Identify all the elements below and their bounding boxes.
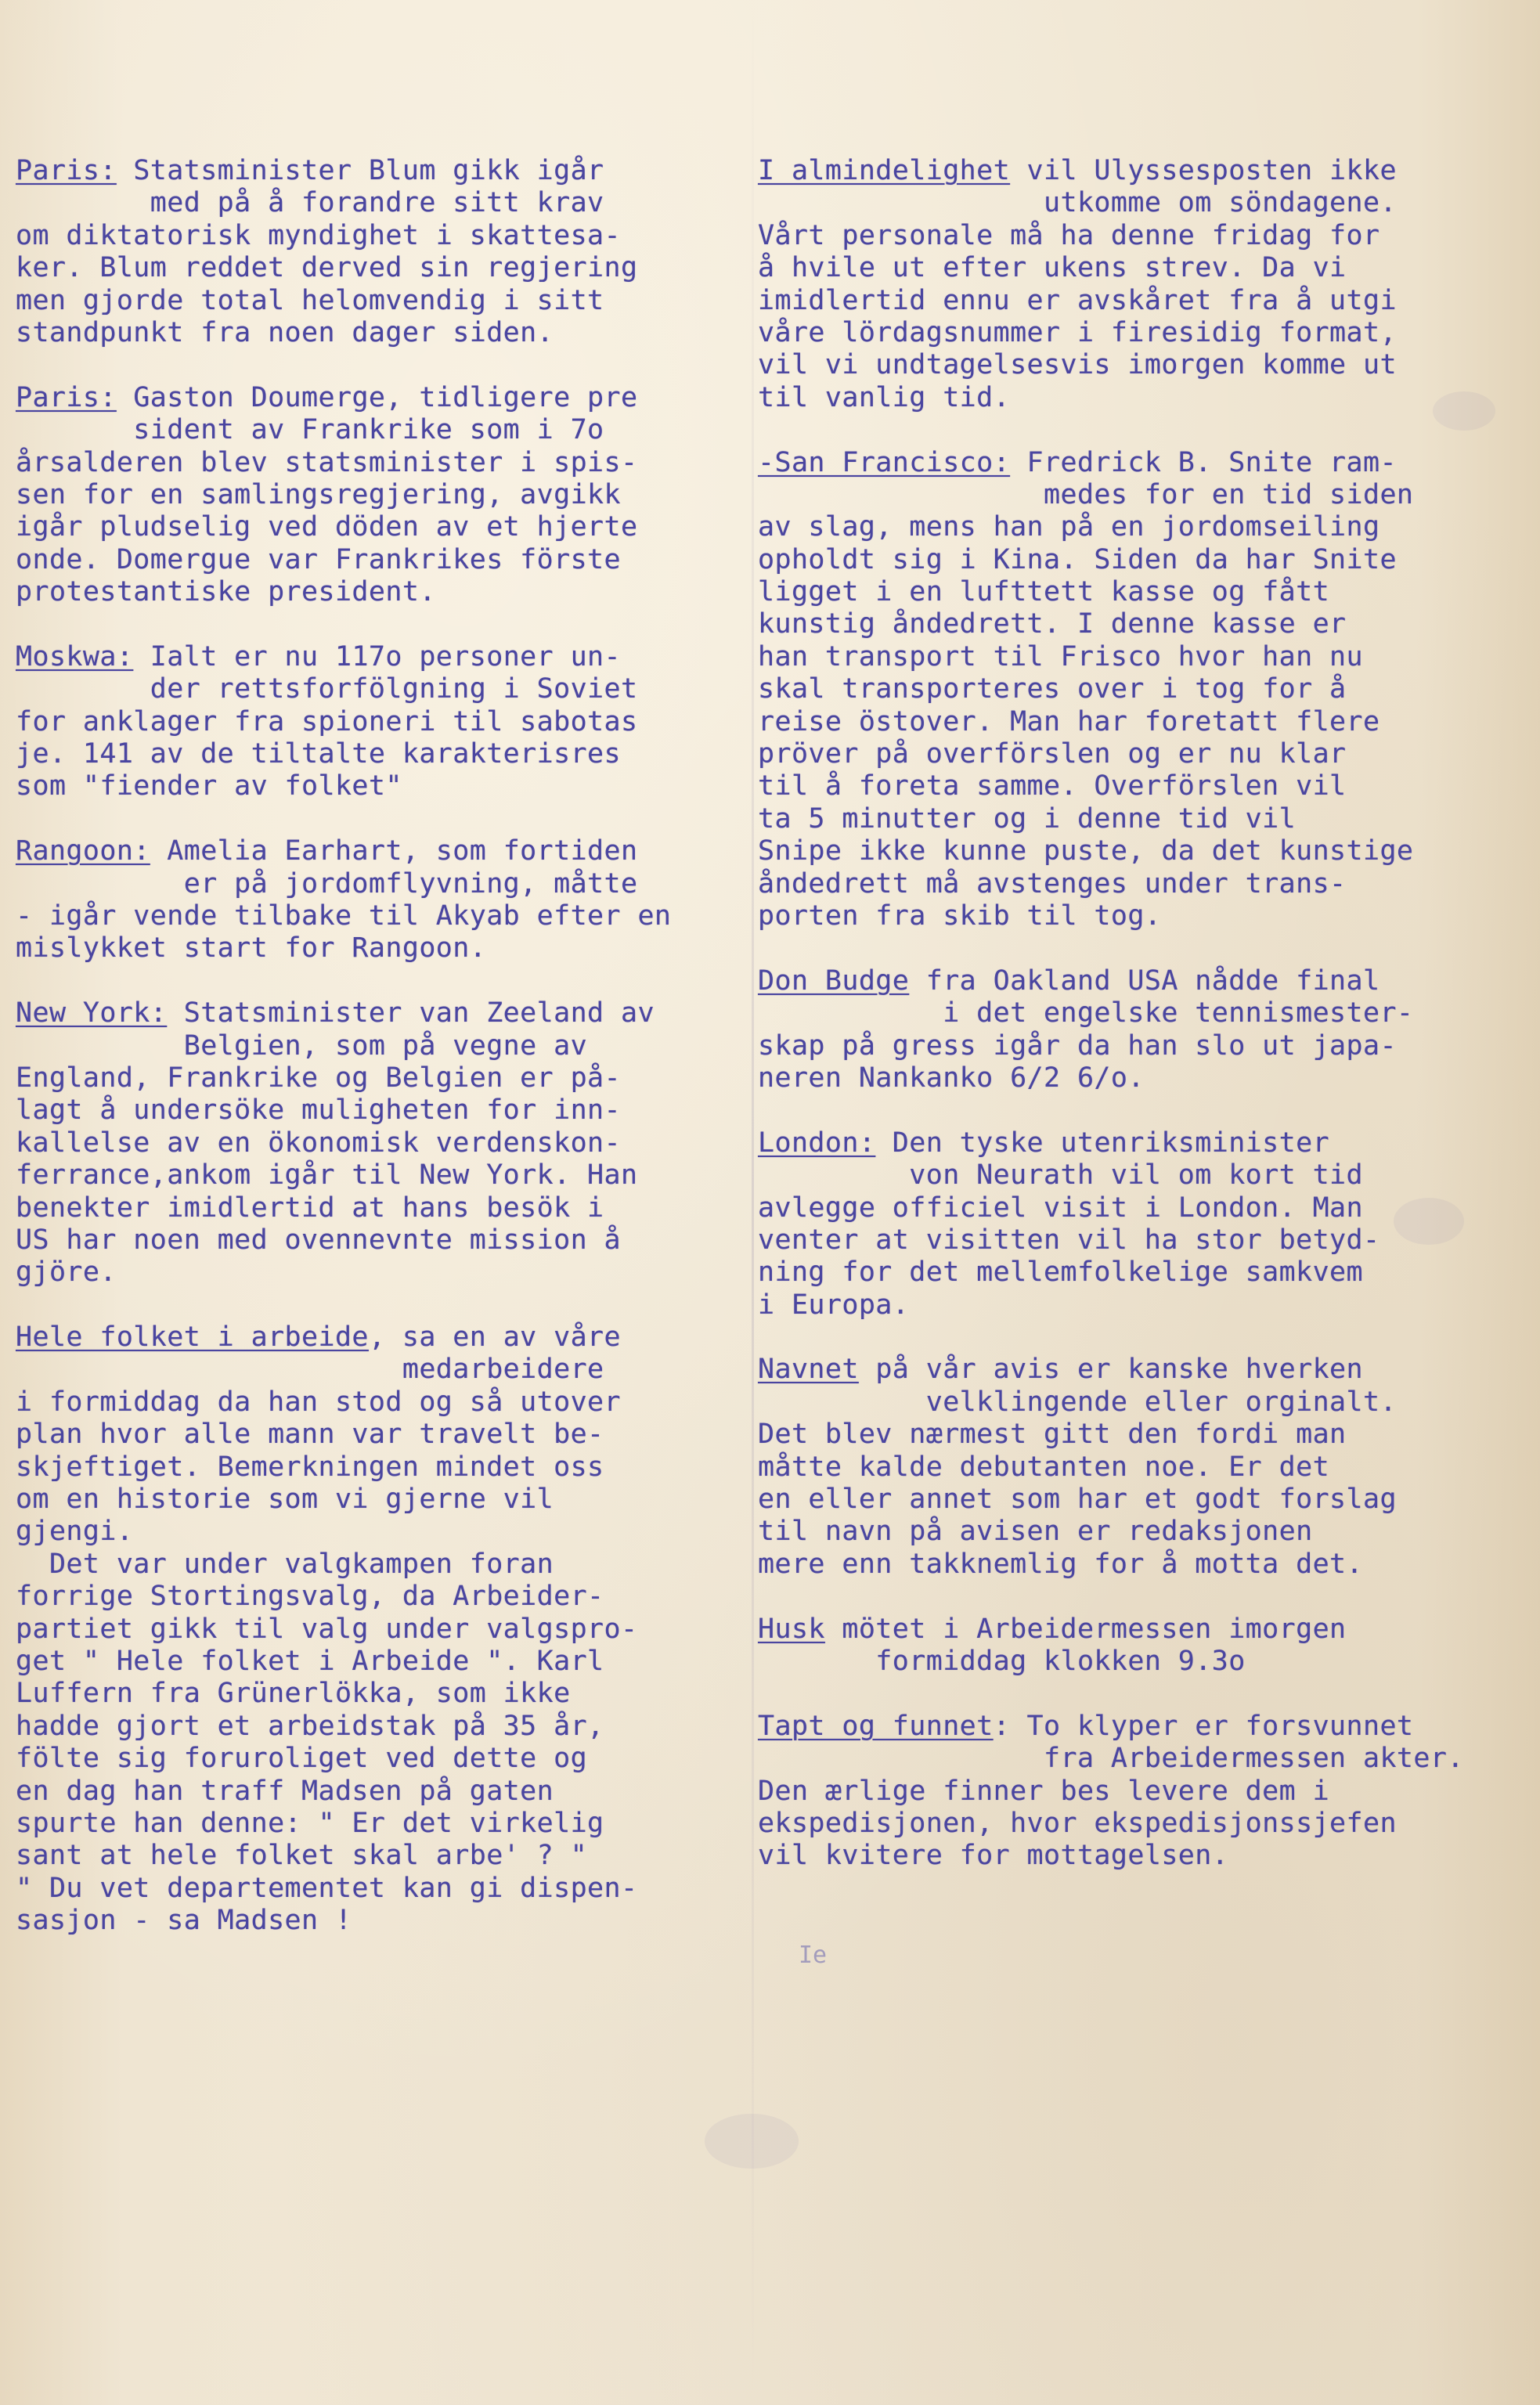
item-text: sident av Frankrike som i 7o (16, 414, 604, 446)
item-text: je. 141 av de tiltalte karakterisres (16, 738, 621, 770)
item-text: vil vi undtagelsesvis imorgen komme ut (758, 349, 1397, 381)
text-line (16, 1224, 744, 1257)
item-text: han transport til Frisco hvor han nu (758, 640, 1363, 672)
item-text: åndedrett må avstenges under trans- (758, 867, 1347, 900)
text-line (16, 544, 744, 576)
item-text: US har noen med ovennevnte mission å (16, 1224, 621, 1256)
item-text: er på jordomflyvning, måtte (16, 867, 638, 900)
item-text: lagt å undersöke muligheten for inn- (16, 1094, 621, 1127)
text-line (758, 608, 1525, 640)
item-text: Statsminister van Zeeland av (167, 997, 655, 1029)
item-text: standpunkt fra noen dager siden. (16, 316, 554, 348)
text-line (758, 1516, 1525, 1548)
item-text: Det blev nærmest gitt den fordi man (758, 1419, 1347, 1451)
item-text: - igår vende tilbake til Akyab efter en (16, 900, 672, 932)
text-line (16, 1840, 744, 1872)
text-line (758, 1159, 1525, 1192)
text-line (758, 1840, 1525, 1872)
item-text: utkomme om söndagene. (758, 187, 1397, 219)
item-heading: New York: (16, 997, 168, 1029)
text-line (758, 511, 1525, 543)
text-line (758, 868, 1525, 900)
item-text: : To klyper er forsvunnet (993, 1710, 1414, 1742)
text-line (758, 1711, 1525, 1743)
text-line (758, 835, 1525, 867)
item-text: der rettsforfölgning i Soviet (16, 673, 638, 705)
item-text: årsalderen blev statsminister i spis- (16, 446, 638, 478)
text-line (16, 770, 744, 802)
news-item (16, 1321, 744, 1937)
item-text: spurte han denne: " Er det virkelig (16, 1807, 604, 1839)
text-line (758, 1743, 1525, 1775)
text-line (758, 382, 1525, 414)
text-line (758, 1354, 1525, 1386)
item-text: partiet gikk til valg under valgspro- (16, 1613, 638, 1645)
item-text: ligget i en lufttett kasse og fått (758, 576, 1330, 608)
item-text: skal transporteres over i tog for å (758, 673, 1347, 705)
item-text: Amelia Earhart, som fortiden (150, 835, 638, 867)
item-text: reise östover. Man har foretatt flere (758, 705, 1380, 737)
text-line (16, 252, 744, 284)
text-line (16, 1905, 744, 1937)
text-line (16, 1646, 744, 1678)
text-line (758, 803, 1525, 835)
item-heading: Paris: (16, 381, 117, 413)
text-line (758, 1646, 1525, 1678)
item-text: mislykket start for Rangoon. (16, 932, 487, 965)
text-line (758, 1062, 1525, 1094)
item-heading: London: (758, 1127, 876, 1159)
text-line (758, 965, 1525, 997)
text-line (758, 479, 1525, 511)
text-line (758, 1549, 1525, 1581)
item-text: formiddag klokken 9.3o (758, 1645, 1246, 1677)
news-item (758, 1127, 1525, 1321)
item-text: medes for en tid siden (758, 478, 1414, 510)
item-text: protestantiske president. (16, 576, 436, 608)
news-item (758, 1614, 1525, 1678)
item-text: ekspedisjonen, hvor ekspedisjonssjefen (758, 1807, 1397, 1839)
item-text: om en historie som vi gjerne vil (16, 1484, 554, 1516)
item-text: kunstig åndedrett. I denne kasse er (758, 608, 1347, 640)
text-line (758, 1257, 1525, 1289)
text-line (16, 1192, 744, 1224)
item-text: imidlertid ennu er avskåret fra å utgi (758, 284, 1397, 316)
text-line (758, 544, 1525, 576)
item-text: pröver på overförslen og er nu klar (758, 738, 1347, 770)
text-line (758, 641, 1525, 673)
item-text: til navn på avisen er redaksjonen (758, 1516, 1313, 1548)
text-line (16, 1257, 744, 1289)
text-line (16, 576, 744, 608)
item-text: benekter imidlertid at hans besök i (16, 1192, 604, 1224)
item-text: hadde gjort et arbeidstak på 35 år, (16, 1710, 604, 1742)
text-line (758, 770, 1525, 802)
item-heading: Navnet (758, 1354, 859, 1386)
text-line (16, 1159, 744, 1192)
item-text: av slag, mens han på en jordomseiling (758, 511, 1380, 543)
item-text: i formiddag da han stod og så utover (16, 1386, 621, 1418)
item-text: vil kvitere for mottagelsen. (758, 1840, 1229, 1872)
item-text: venter at visitten vil ha stor betyd- (758, 1224, 1380, 1256)
stray-mark: Ie (799, 1942, 828, 1969)
news-item (16, 155, 744, 349)
item-text: igår pludselig ved döden av et hjerte (16, 511, 638, 543)
item-heading: Husk (758, 1613, 825, 1645)
item-text: til vanlig tid. (758, 381, 1011, 413)
item-heading: Rangoon: (16, 835, 150, 867)
text-line (16, 738, 744, 770)
text-line (16, 1062, 744, 1094)
news-item (758, 1711, 1525, 1873)
item-text: velklingende eller orginalt. (758, 1386, 1397, 1418)
text-line (16, 1127, 744, 1159)
text-line (758, 349, 1525, 381)
item-text: å hvile ut efter ukens strev. Da vi (758, 252, 1347, 284)
text-line (16, 447, 744, 479)
item-text: kallelse av en ökonomisk verdenskon- (16, 1127, 621, 1159)
text-line (758, 252, 1525, 284)
item-text: forrige Stortingsvalg, da Arbeider- (16, 1581, 604, 1613)
text-line (758, 1808, 1525, 1840)
text-line (758, 155, 1525, 187)
text-line (16, 1678, 744, 1710)
item-text: Ialt er nu 117o personer un- (133, 640, 621, 672)
item-text: von Neurath vil om kort tid (758, 1159, 1363, 1192)
item-text: Det var under valgkampen foran (16, 1548, 554, 1580)
item-heading: Don Budge (758, 965, 910, 997)
item-text: vil Ulyssesposten ikke (1010, 155, 1397, 186)
text-line (758, 900, 1525, 932)
text-line (16, 1451, 744, 1484)
item-text: plan hvor alle mann var travelt be- (16, 1419, 604, 1451)
item-text: ferrance,ankom igår til New York. Han (16, 1159, 638, 1192)
text-line (16, 1094, 744, 1127)
text-line (16, 1743, 744, 1775)
text-line (16, 382, 744, 414)
text-line (758, 1419, 1525, 1451)
text-line (16, 1484, 744, 1516)
text-line (16, 317, 744, 349)
text-line (758, 1224, 1525, 1257)
text-line (16, 1711, 744, 1743)
item-text: fra Oakland USA nådde final (909, 965, 1380, 997)
text-line (16, 1808, 744, 1840)
item-text: ning for det mellemfolkelige samkvem (758, 1257, 1363, 1289)
text-line (16, 511, 744, 543)
text-line (758, 576, 1525, 608)
text-line (16, 835, 744, 867)
text-line (16, 706, 744, 738)
item-text: våre lördagsnummer i firesidig format, (758, 316, 1397, 348)
text-line (758, 1776, 1525, 1808)
item-text: gjöre. (16, 1257, 117, 1289)
item-text: gjengi. (16, 1516, 134, 1548)
item-text: sen for en samlingsregjering, avgikk (16, 478, 621, 510)
text-line (16, 1549, 744, 1581)
item-text: opholdt sig i Kina. Siden da har Snite (758, 543, 1397, 575)
text-line (758, 447, 1525, 479)
item-text: på vår avis er kanske hverken (858, 1354, 1363, 1386)
text-line (16, 997, 744, 1029)
text-line (16, 1614, 744, 1646)
text-line (758, 187, 1525, 219)
news-item (16, 641, 744, 803)
right-column (758, 155, 1525, 1905)
text-line (758, 1614, 1525, 1646)
item-text: fölte sig foruroliget ved dette og (16, 1743, 588, 1775)
fold-line (752, 0, 754, 2405)
text-line (16, 1776, 744, 1808)
item-heading: Tapt og funnet (758, 1710, 994, 1742)
item-text: Statsminister Blum gikk igår (116, 155, 604, 186)
text-line (758, 1192, 1525, 1224)
news-item (16, 382, 744, 609)
text-line (16, 673, 744, 705)
item-text: med på å forandre sitt krav (16, 187, 604, 219)
text-line (16, 1873, 744, 1905)
item-text: en eller annet som har et godt forslag (758, 1484, 1397, 1516)
item-text: en dag han traff Madsen på gaten (16, 1775, 554, 1807)
news-item (758, 447, 1525, 933)
item-text: avlegge officiel visit i London. Man (758, 1192, 1363, 1224)
item-text: til å foreta samme. Overförslen vil (758, 770, 1347, 802)
text-line (16, 285, 744, 317)
left-column (16, 155, 744, 1970)
text-line (16, 1419, 744, 1451)
item-heading: I almindelighet (758, 155, 1011, 186)
item-heading: Hele folket i arbeide (16, 1321, 369, 1354)
text-line (758, 317, 1525, 349)
item-text: ta 5 minutter og i denne tid vil (758, 802, 1297, 835)
text-line (758, 285, 1525, 317)
item-text: fra Arbeidermessen akter. (758, 1743, 1464, 1775)
text-line (16, 1516, 744, 1548)
text-line (758, 1451, 1525, 1484)
text-line (16, 1386, 744, 1419)
text-line (16, 1321, 744, 1354)
item-text: onde. Domergue var Frankrikes förste (16, 543, 621, 575)
item-text: ker. Blum reddet derved sin regjering (16, 252, 638, 284)
item-heading: Paris: (16, 155, 117, 186)
item-text: Belgien, som på vegne av (16, 1029, 588, 1062)
text-line (16, 868, 744, 900)
text-line (758, 738, 1525, 770)
item-text: mere enn takknemlig for å motta det. (758, 1548, 1363, 1580)
item-text: Gaston Doumerge, tidligere pre (116, 381, 638, 413)
news-item (758, 965, 1525, 1095)
item-text: medarbeidere (16, 1354, 604, 1386)
text-line (16, 932, 744, 965)
text-line (16, 1581, 744, 1613)
text-line (16, 414, 744, 446)
item-text: Luffern fra Grünerlökka, som ikke (16, 1678, 571, 1710)
item-text: mötet i Arbeidermessen imorgen (824, 1613, 1347, 1645)
item-text: neren Nankanko 6/2 6/o. (758, 1062, 1145, 1094)
item-text: Snipe ikke kunne puste, da det kunstige (758, 835, 1414, 867)
item-text: get " Hele folket i Arbeide ". Karl (16, 1645, 604, 1677)
item-text: i det engelske tennismester- (758, 997, 1414, 1029)
item-text: porten fra skib til tog. (758, 900, 1162, 932)
item-text: Den ærlige finner bes levere dem i (758, 1775, 1330, 1807)
item-heading: -San Francisco: (758, 446, 1011, 478)
text-line (758, 673, 1525, 705)
item-text: , sa en av våre (368, 1321, 621, 1354)
text-line (16, 900, 744, 932)
item-text: " Du vet departementet kan gi dispen- (16, 1872, 638, 1904)
text-line (758, 1127, 1525, 1159)
text-line (758, 1484, 1525, 1516)
item-text: Den tyske utenriksminister (875, 1127, 1330, 1159)
news-item (758, 155, 1525, 414)
item-text: Vårt personale må ha denne fridag for (758, 219, 1380, 251)
text-line (16, 1354, 744, 1386)
text-line (758, 1386, 1525, 1419)
item-text: Fredrick B. Snite ram- (1010, 446, 1397, 478)
item-text: i Europa. (758, 1289, 910, 1321)
item-text: sasjon - sa Madsen ! (16, 1905, 352, 1937)
item-text: sant at hele folket skal arbe' ? " (16, 1840, 588, 1872)
item-text: måtte kalde debutanten noe. Er det (758, 1451, 1330, 1483)
text-line (16, 1030, 744, 1062)
item-text: skap på gress igår da han slo ut japa- (758, 1029, 1397, 1062)
item-text: for anklager fra spioneri til sabotas (16, 705, 638, 737)
text-line (758, 706, 1525, 738)
item-text: skjeftiget. Bemerkningen mindet oss (16, 1451, 604, 1483)
item-heading: Moskwa: (16, 640, 134, 672)
ink-blot (705, 2114, 799, 2169)
text-line (16, 479, 744, 511)
text-line (16, 187, 744, 219)
item-text: som "fiender av folket" (16, 770, 402, 802)
item-text: om diktatorisk myndighet i skattesa- (16, 219, 621, 251)
news-item (16, 835, 744, 965)
text-line (758, 220, 1525, 252)
text-line (758, 1289, 1525, 1321)
text-line (16, 220, 744, 252)
news-item (758, 1354, 1525, 1581)
item-text: England, Frankrike og Belgien er på- (16, 1062, 621, 1094)
text-line (16, 641, 744, 673)
text-line (16, 155, 744, 187)
text-line (758, 1030, 1525, 1062)
text-line (758, 997, 1525, 1029)
news-item (16, 997, 744, 1289)
item-text: men gjorde total helomvendig i sitt (16, 284, 604, 316)
